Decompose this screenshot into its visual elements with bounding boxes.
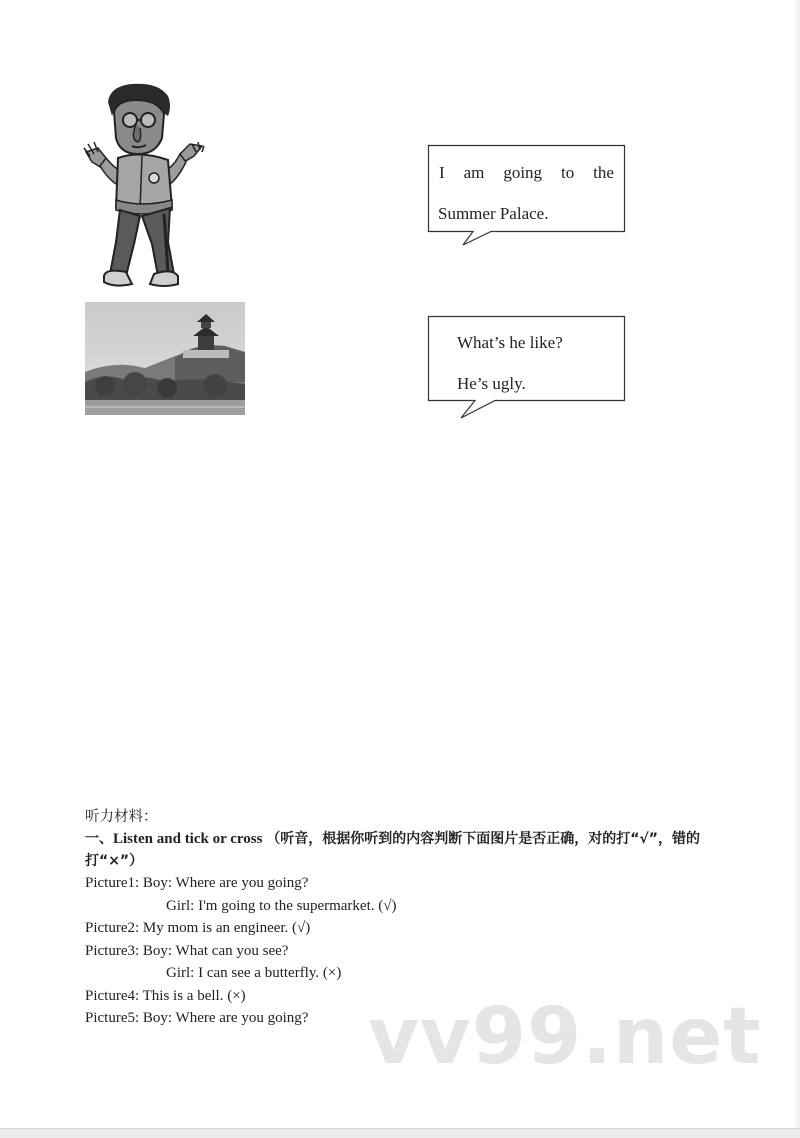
bubble-word: I xyxy=(439,163,445,182)
bubble-word: going xyxy=(503,163,543,182)
script-line-picture1-girl: Girl: I'm going to the supermarket. (√) xyxy=(166,897,397,914)
speech-bubble-summer-palace xyxy=(425,143,627,249)
bubble-word: the xyxy=(593,163,614,182)
bubble-question: What’s he like? xyxy=(457,333,563,352)
bubble-word: am xyxy=(463,163,485,182)
section-heading: 听力材料： xyxy=(85,809,158,825)
bubble-line-2: Summer Palace. xyxy=(438,204,549,223)
script-line-picture5: Picture5: Boy: Where are you going? xyxy=(85,1010,309,1026)
speech-bubble-outline xyxy=(425,314,627,420)
script-line-picture1: Picture1: Boy: Where are you going? xyxy=(85,875,309,891)
bubble-answer: He’s ugly. xyxy=(457,374,526,393)
script-line-picture3-girl: Girl: I can see a butterfly. (×) xyxy=(166,965,342,981)
summer-palace-photo xyxy=(85,302,245,415)
bubble-word: to xyxy=(561,163,575,182)
cartoon-man-illustration xyxy=(80,82,210,294)
script-line-picture3: Picture3: Boy: What can you see? xyxy=(85,942,289,959)
part-instruction: （听音，根据你听到的内容判断下面图片是否正确，对的打“√”，错的打“×”） xyxy=(85,831,700,869)
page-right-edge xyxy=(794,0,800,1137)
bubble-line-1 xyxy=(439,163,614,183)
part-one-instruction xyxy=(85,828,725,872)
watermark: vv99.net xyxy=(368,992,762,1082)
part-number: 一、 xyxy=(85,831,113,847)
part-title: Listen and tick or cross xyxy=(113,831,263,847)
script-line-picture2: Picture2: My mom is an engineer. (√) xyxy=(85,920,311,936)
script-line-picture4: Picture4: This is a bell. (×) xyxy=(85,987,246,1004)
speech-bubble-ugly xyxy=(425,314,627,420)
speech-bubble-outline xyxy=(425,143,627,249)
